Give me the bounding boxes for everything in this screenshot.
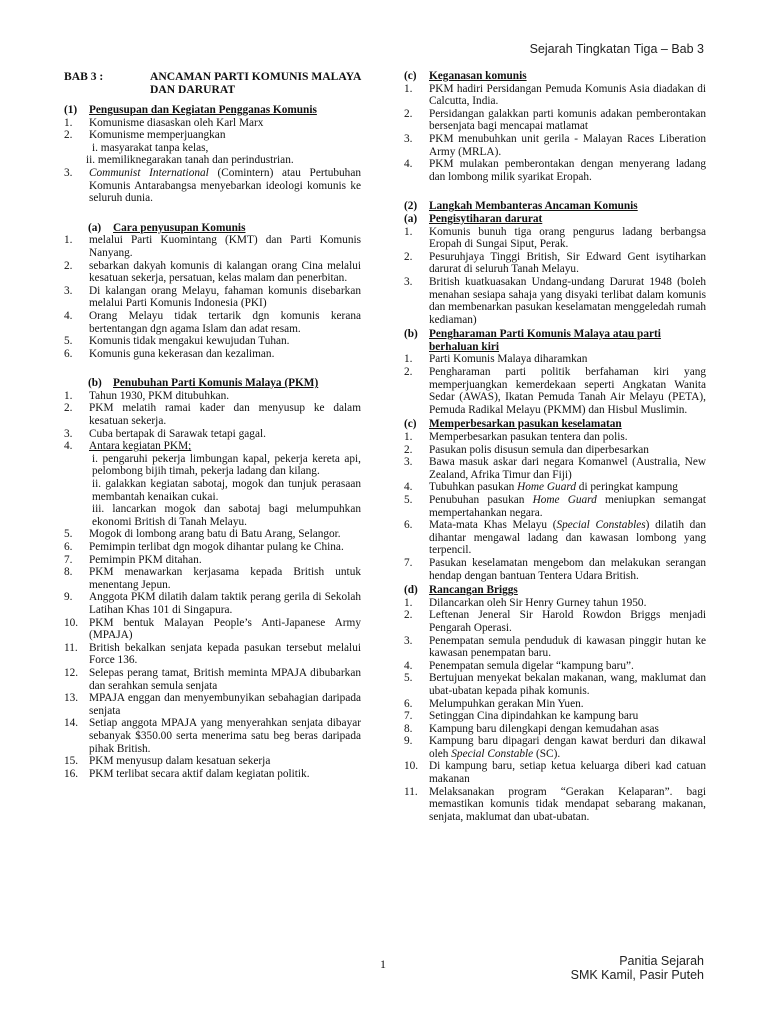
list-item: 11. Melaksanakan program “Gerakan Kelaparan”. bagi memastikan komunis tidak mendapat sebarang makanan, senjata, maklumat dan ubat-ubatan. (404, 785, 706, 823)
list-item: 8. Kampung baru dilengkapi dengan kemudahan asas (404, 722, 659, 735)
list-item: 2. Leftenan Jeneral Sir Harold Rowdon Briggs menjadi Pengarah Operasi. (404, 609, 706, 634)
list-item: 4. Tubuhkan pasukan Home Guard di peringkat kampung (404, 481, 678, 494)
list-item: 6. Komunis guna kekerasan dan kezaliman. (64, 347, 275, 360)
sub-item: ii. galakkan kegiatan sabotaj, mogok dan tunjuk perasaan membantah kenaikan cukai. (92, 478, 361, 503)
list-item: 5. Komunis tidak mengakui kewujudan Tuhan. (64, 335, 290, 348)
list-item: 1. Dilancarkan oleh Sir Henry Gurney tahun 1950. (404, 596, 647, 609)
subsection-heading: (d) Rancangan Briggs (404, 584, 518, 597)
section-heading: (1) Pengusupan dan Kegiatan Pengganas Komunis (64, 104, 317, 116)
page-number: 1 (380, 957, 386, 971)
list-item: 6. Mata-mata Khas Melayu (Special Constables) dilatih dan dihantar mengawal ladang dan kawasan lombong yang terpencil. (404, 519, 706, 557)
subsection-heading: (a) Pengisytiharan darurat (404, 212, 543, 225)
subsection-heading: (c) Memperbesarkan pasukan keselamatan (404, 418, 622, 431)
list-item: 2. Pasukan polis disusun semula dan diperbesarkan (404, 443, 649, 456)
list-item: 5. Penubuhan pasukan Home Guard meniupkan semangat mempertahankan negara. (404, 494, 706, 519)
list-item: 3. British kuatkuasakan Undang-undang Darurat 1948 (boleh menahan sesiapa sahaja yang disyaki terlibat dalam komunis dan membenarkan pasukan keselamatan menggeledah rumah kediaman) (404, 275, 706, 326)
list-item: 3. PKM menubuhkan unit gerila - Malayan Races Liberation Army (MRLA). (404, 132, 706, 158)
chapter-title (64, 70, 361, 96)
subsection-heading: (a) Cara penyusupan Komunis (88, 221, 246, 234)
sub-item: i. pengaruhi pekerja limbungan kapal, pekerja kereta api, pelombong bijih timah, pekerja ladang dan kilang. (92, 452, 361, 478)
left-column (64, 70, 361, 780)
list-item: 6. Melumpuhkan gerakan Min Yuen. (404, 697, 584, 710)
footer-line-2: SMK Kamil, Pasir Puteh (570, 968, 704, 982)
list-item: 2. PKM melatih ramai kader dan menyusup ke dalam kesatuan sekerja. (64, 402, 361, 428)
list-item: 7. Pemimpin PKM ditahan. (64, 553, 202, 566)
list-item: 2. Pengharaman parti politik berfahaman kiri yang memperjuangkan kemerdekaan seperti Angkatan Wanita Sedar (AWAS), Ikatan Pemuda Tanah Air Melayu (PETA), Pemuda Radikal Melayu (PKMM) dan Hisbul Muslimin. (404, 366, 706, 416)
list-item: 1. Parti Komunis Malaya diharamkan (404, 353, 588, 366)
list-item: 10. PKM bentuk Malayan People’s Anti-Japanese Army (MPAJA) (64, 616, 361, 642)
list-item: 1. Tahun 1930, PKM ditubuhkan. (64, 389, 230, 402)
list-item: 3. Penempatan semula penduduk di kawasan pinggir hutan ke kawasan penempatan baru. (404, 634, 706, 660)
list-item: 15. PKM menyusup dalam kesatuan sekerja (64, 755, 271, 768)
list-item: 14. Setiap anggota MPAJA yang menyerahkan senjata dibayar sebanyak $350.00 serta menerima satu beg beras daripada pihak British. (64, 717, 361, 755)
sub-item: iii. lancarkan mogok dan sabotaj bagi melumpuhkan ekonomi British di Tanah Melayu. (92, 503, 361, 528)
list-item: 12. Selepas perang tamat, British meminta MPAJA dibubarkan dan serahkan semula senjata (64, 666, 361, 692)
list-item: 11. British bekalkan senjata kepada pasukan tersebut melalui Force 136. (64, 641, 361, 667)
list-item: 9. Kampung baru dipagari dengan kawat berduri dan dikawal oleh Special Constable (SC). (404, 735, 706, 760)
list-item: 3. Cuba bertapak di Sarawak tetapi gagal. (64, 427, 266, 440)
list-item: 1. PKM hadiri Persidangan Pemuda Komunis Asia diadakan di Calcutta, India. (404, 82, 706, 108)
list-item: 16. PKM terlibat secara aktif dalam kegiatan politik. (64, 767, 310, 780)
list-item: 5. Mogok di lombong arang batu di Batu Arang, Selangor. (64, 528, 341, 541)
chapter-title-text: ANCAMAN PARTI KOMUNIS MALAYA DAN DARURAT (150, 70, 361, 96)
list-item: 1. Komunis bunuh tiga orang pengurus ladang berbangsa Eropah di Sungai Siput, Perak. (404, 225, 706, 251)
list-item: 1. Komunisme diasaskan oleh Karl Marx (64, 116, 264, 129)
right-column (404, 70, 706, 823)
list-item: 6. Pemimpin terlibat dgn mogok dihantar pulang ke China. (64, 541, 344, 553)
sub-item: ii. memiliknegarakan tanah dan perindustrian. (86, 154, 294, 167)
subsection-heading: (b) Penubuhan Parti Komunis Malaya (PKM) (88, 377, 319, 390)
list-item: 1. Memperbesarkan pasukan tentera dan polis. (404, 431, 628, 444)
list-item: 8. PKM menawarkan kerjasama kepada British untuk menentang Jepun. (64, 566, 361, 591)
subsection-heading: (c) Keganasan komunis (404, 70, 527, 82)
list-item: 4. PKM mulakan pemberontakan dengan menyerang ladang dan lombong milik syarikat Eropah. (404, 158, 706, 183)
list-item: 2. Komunisme memperjuangkan (64, 129, 226, 142)
list-item: 3. Di kalangan orang Melayu, fahaman komunis disebarkan melalui Parti Komunis Indonesia (PKI) (64, 284, 361, 310)
list-item: 5. Bertujuan menyekat bekalan makanan, wang, maklumat dan ubat-ubatan kepada pihak komunis. (404, 672, 706, 697)
footer-line-1: Panitia Sejarah (619, 954, 704, 968)
list-item: 1. melalui Parti Kuomintang (KMT) dan Parti Komunis Nanyang. (64, 234, 361, 259)
sub-item: i. masyarakat tanpa kelas, (92, 141, 209, 154)
list-item: 3. Bawa masuk askar dari negara Komanwel (Australia, New Zealand, Afrika Timur dan Fiji) (404, 456, 706, 481)
chapter-number: BAB 3 : (64, 70, 104, 83)
list-item: 2. sebarkan dakyah komunis di kalangan orang Cina melalui kesatuan sekerja, persatuan, kelas malam dan penerbitan. (64, 259, 361, 285)
list-item: 4. Orang Melayu tidak tertarik dgn komunis kerana bertentangan dgn agama Islam dan adat resam. (64, 309, 361, 335)
list-item: 2. Persidangan galakkan parti komunis adakan pemberontakan bersenjata bagi mencapai matlamat (404, 107, 706, 133)
list-item: 4. Antara kegiatan PKM; (64, 440, 192, 453)
list-item: 7. Pasukan keselamatan mengebom dan melakukan serangan hendap dengan bantuan Tentera Udara British. (404, 556, 706, 582)
list-item: 7. Setinggan Cina dipindahkan ke kampung baru (404, 710, 639, 723)
list-item: 13. MPAJA enggan dan menyembunyikan sebahagian daripada senjata (64, 692, 361, 717)
section-heading: (2) Langkah Membanteras Ancaman Komunis (404, 200, 638, 213)
list-item: 9. Anggota PKM dilatih dalam taktik perang gerila di Sekolah Latihan Khas 101 di Singapura. (64, 591, 361, 616)
list-item: 4. Penempatan semula digelar “kampung baru”. (404, 659, 634, 672)
subsection-heading: (b) Pengharaman Parti Komunis Malaya atau parti berhaluan kiri (404, 328, 661, 353)
list-item: 3. Communist International (Comintern) atau Pertubuhan Komunis Antarabangsa menyebarkan ideologi komunis ke seluruh dunia. (64, 166, 361, 205)
page-header: Sejarah Tingkatan Tiga – Bab 3 (529, 42, 704, 56)
list-item: 10. Di kampung baru, setiap ketua keluarga diberi kad catuan makanan (404, 760, 706, 786)
list-item: 2. Pesuruhjaya Tinggi British, Sir Edward Gent isytiharkan darurat di seluruh Tanah Melayu. (404, 250, 706, 276)
